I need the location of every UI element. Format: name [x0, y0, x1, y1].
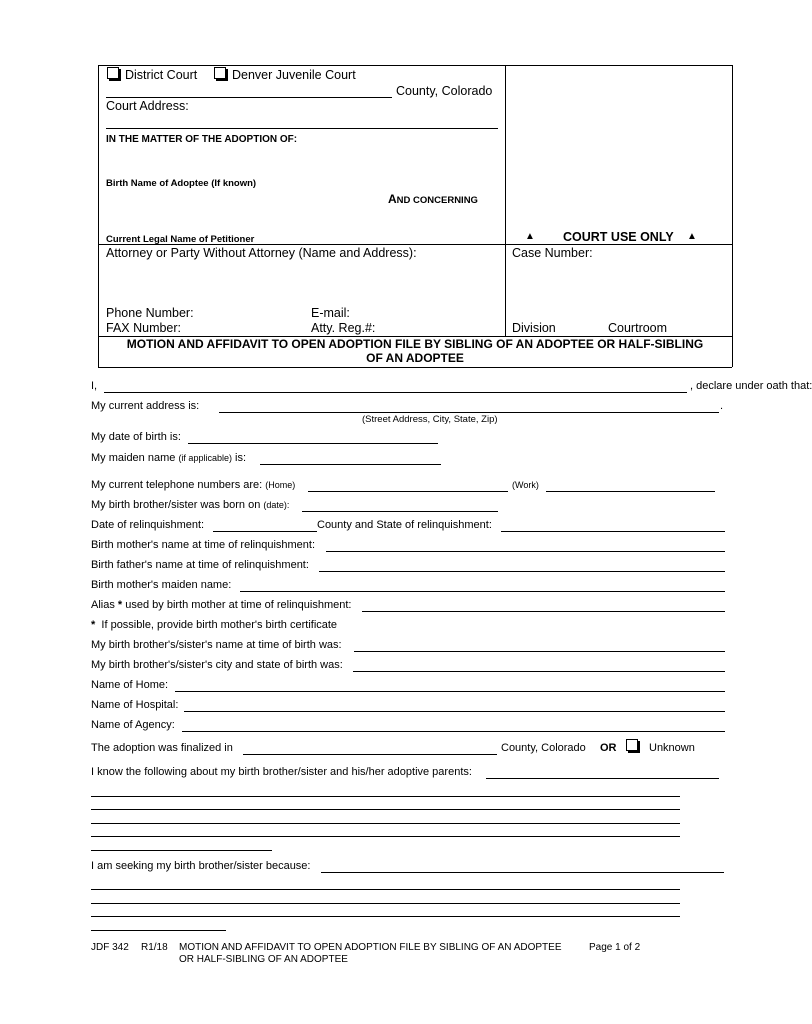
alias-field[interactable] [362, 611, 725, 612]
declare-text: , declare under oath that: [690, 380, 812, 392]
sibling-city-birth-field[interactable] [353, 671, 725, 672]
district-court-checkbox[interactable] [107, 67, 119, 79]
i-prefix: I, [91, 380, 98, 392]
date-relinquishment-label: Date of relinquishment: [91, 519, 205, 531]
dob-field[interactable] [188, 443, 438, 444]
county-name-line[interactable] [106, 97, 392, 98]
division-label: Division [512, 321, 556, 335]
birth-mother-maiden-field[interactable] [240, 591, 725, 592]
name-of-home-field[interactable] [175, 691, 725, 692]
seeking-line[interactable] [91, 930, 226, 931]
in-the-matter-heading: IN THE MATTER OF THE ADOPTION OF: [106, 134, 298, 145]
sibling-born-label: My birth brother/sister was born on (date): [91, 499, 290, 511]
court-address-line[interactable] [106, 128, 498, 129]
fax-number-label: FAX Number: [106, 321, 182, 335]
know-following-field[interactable] [486, 778, 719, 779]
email-label: E-mail: [311, 306, 350, 320]
tree-icon: ▲ [687, 231, 697, 242]
district-court-label: District Court [125, 68, 198, 82]
seeking-line[interactable] [91, 916, 680, 917]
birth-certificate-note: * If possible, provide birth mother's birth certificate [91, 619, 338, 631]
case-number-label: Case Number: [512, 246, 593, 260]
work-phone-label: (Work) [512, 480, 539, 490]
footer-form-id: JDF 342 [91, 942, 129, 953]
county-state-relinquishment-field[interactable] [501, 531, 725, 532]
know-following-line[interactable] [91, 850, 272, 851]
address-hint: (Street Address, City, State, Zip) [362, 414, 498, 425]
know-following-line[interactable] [91, 836, 680, 837]
atty-reg-label: Atty. Reg.#: [311, 321, 376, 335]
phone-number-label: Phone Number: [106, 306, 194, 320]
name-of-home-label: Name of Home: [91, 679, 169, 691]
footer-title-line2: OR HALF-SIBLING OF AN ADOPTEE [179, 954, 348, 965]
footer-revision: R1/18 [141, 942, 168, 953]
declarant-name-field[interactable] [104, 392, 687, 393]
birth-name-adoptee-label: Birth Name of Adoptee (If known) [106, 178, 257, 189]
current-address-label: My current address is: [91, 400, 200, 412]
form-title [98, 337, 732, 365]
finalized-or-label: OR [600, 742, 617, 754]
finalized-county-label: County, Colorado [501, 742, 586, 754]
birth-father-name-label: Birth father's name at time of relinquishment: [91, 559, 309, 571]
county-state-relinquishment-label: County and State of relinquishment: [317, 519, 492, 531]
birth-mother-name-label: Birth mother's name at time of relinquishment: [91, 539, 316, 551]
seeking-line[interactable] [91, 903, 680, 904]
know-following-label: I know the following about my birth brother/sister and his/her adoptive parents: [91, 766, 472, 778]
address-period: . [720, 400, 724, 412]
sibling-name-birth-field[interactable] [354, 651, 725, 652]
seeking-line[interactable] [91, 889, 680, 890]
know-following-line[interactable] [91, 809, 680, 810]
unknown-checkbox[interactable] [626, 739, 638, 751]
name-of-hospital-field[interactable] [184, 711, 725, 712]
work-phone-field[interactable] [546, 491, 715, 492]
footer-page: Page 1 of 2 [589, 942, 641, 953]
maiden-name-field[interactable] [260, 464, 441, 465]
denver-juvenile-court-label: Denver Juvenile Court [232, 68, 356, 82]
tree-icon: ▲ [525, 231, 535, 242]
birth-mother-name-field[interactable] [326, 551, 725, 552]
form-title-line2: OF AN ADOPTEE [366, 351, 464, 365]
denver-juvenile-court-checkbox[interactable] [214, 67, 226, 79]
name-of-agency-field[interactable] [182, 731, 725, 732]
home-phone-field[interactable] [308, 491, 508, 492]
maiden-name-label: My maiden name (if applicable) is: [91, 452, 247, 464]
sibling-name-birth-label: My birth brother's/sister's name at time of birth was: [91, 639, 342, 651]
phone-label: My current telephone numbers are: (Home) [91, 479, 296, 491]
seeking-label: I am seeking my birth brother/sister because: [91, 860, 311, 872]
seeking-field[interactable] [321, 872, 724, 873]
dob-label: My date of birth is: [91, 431, 181, 443]
finalized-county-field[interactable] [243, 754, 497, 755]
county-colorado-label: County, Colorado [396, 84, 493, 98]
alias-label: Alias * used by birth mother at time of relinquishment: [91, 599, 352, 611]
know-following-line[interactable] [91, 796, 680, 797]
current-address-field[interactable] [219, 412, 719, 413]
current-legal-name-label: Current Legal Name of Petitioner [106, 234, 255, 245]
courtroom-label: Courtroom [608, 321, 668, 335]
birth-father-name-field[interactable] [319, 571, 725, 572]
sibling-born-field[interactable] [302, 511, 498, 512]
name-of-agency-label: Name of Agency: [91, 719, 175, 731]
attorney-label: Attorney or Party Without Attorney (Name and Address): [106, 246, 417, 260]
and-concerning-label: AND CONCERNING [388, 192, 478, 206]
date-relinquishment-field[interactable] [213, 531, 317, 532]
court-use-only-label: COURT USE ONLY [563, 230, 674, 244]
sibling-city-birth-label: My birth brother's/sister's city and state of birth was: [91, 659, 343, 671]
court-address-label: Court Address: [106, 99, 189, 113]
footer-title-line1: MOTION AND AFFIDAVIT TO OPEN ADOPTION FILE BY SIBLING OF AN ADOPTEE [179, 942, 562, 953]
finalized-unknown-label: Unknown [649, 742, 695, 754]
finalized-label: The adoption was finalized in [91, 742, 233, 754]
know-following-line[interactable] [91, 823, 680, 824]
name-of-hospital-label: Name of Hospital: [91, 699, 179, 711]
form-title-line1: MOTION AND AFFIDAVIT TO OPEN ADOPTION FILE BY SIBLING OF AN ADOPTEE OR HALF-SIBLING [126, 337, 704, 351]
birth-mother-maiden-label: Birth mother's maiden name: [91, 579, 232, 591]
